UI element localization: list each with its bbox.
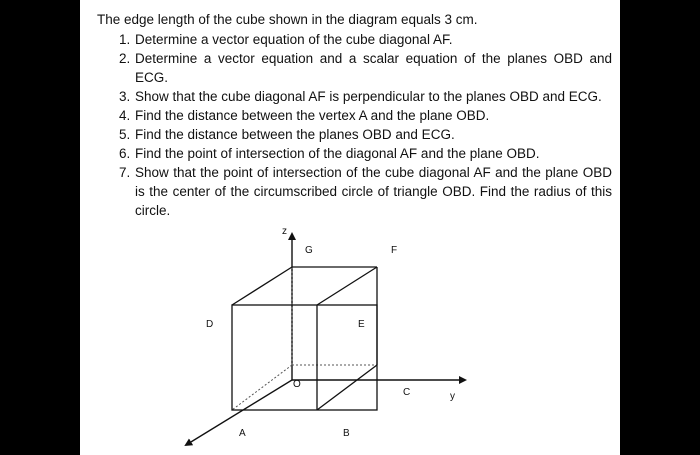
label-y: y: [450, 391, 455, 402]
label-g: G: [305, 245, 313, 256]
edge-cb: [317, 365, 377, 410]
label-b: B: [343, 428, 350, 439]
label-o: O: [293, 379, 301, 390]
cube-diagram: [80, 0, 620, 455]
edge-fe: [317, 267, 377, 305]
label-d: D: [206, 319, 214, 330]
task-item: 3. Show that the cube diagonal AF is perpendicular to the planes OBD and ECG.: [134, 87, 612, 106]
label-z: z: [282, 226, 287, 237]
problem-intro: The edge length of the cube shown in the diagram equals 3 cm.: [97, 12, 478, 27]
task-item: 4. Find the distance between the vertex A and the plane OBD.: [134, 106, 612, 125]
label-c: C: [403, 387, 411, 398]
edge-gd: [232, 267, 292, 305]
label-f: F: [391, 245, 398, 256]
task-item: 6. Find the point of intersection of the diagonal AF and the plane OBD.: [134, 144, 612, 163]
worksheet-page: [80, 0, 620, 455]
task-item: 1. Determine a vector equation of the cube diagonal AF.: [134, 30, 612, 49]
task-item: 7. Show that the point of intersection of the cube diagonal AF and the plane OBD is the center of the circumscribed circle of triangle OBD. Find the radius of this circle.: [134, 163, 612, 220]
hidden-edge-oa: [232, 365, 292, 410]
label-e: E: [358, 319, 365, 330]
task-item: 5. Find the distance between the planes OBD and ECG.: [134, 125, 612, 144]
task-item: 2. Determine a vector equation and a scalar equation of the planes OBD and ECG.: [134, 49, 612, 87]
label-a: A: [239, 428, 246, 439]
